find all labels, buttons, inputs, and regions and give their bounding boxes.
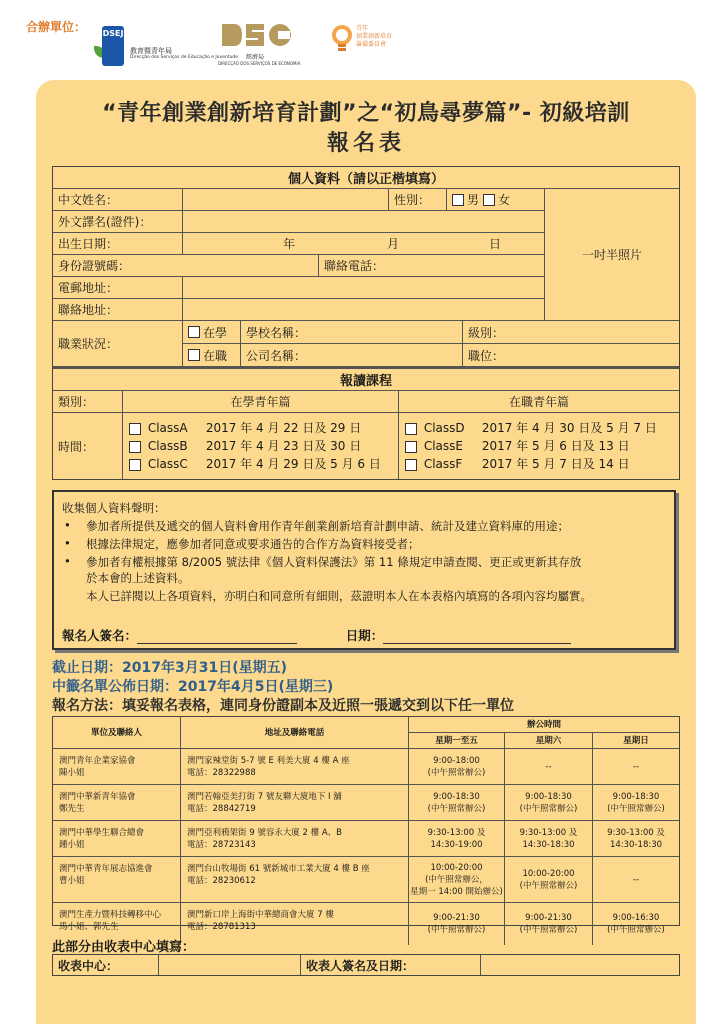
- form-subtitle: 報名表: [326, 131, 405, 156]
- col-org-header: 單位及聯絡人: [53, 717, 181, 749]
- class-a-checkbox[interactable]: [129, 423, 141, 435]
- sunday-hours-line: 9:00-18:30: [612, 791, 660, 802]
- unit-contact: 陳小姐: [59, 768, 85, 778]
- class-d-dates: 2017 年 4 月 30 日及 5 月 7 日: [481, 421, 657, 435]
- female-label: 女: [498, 193, 511, 207]
- year-label: 年: [283, 237, 296, 251]
- announce-text: 中籤名單公佈日期：2017年4月5日(星期三): [52, 679, 334, 695]
- class-f-row[interactable]: [405, 455, 679, 473]
- class-f-checkbox[interactable]: [405, 459, 417, 471]
- bullet-icon: •: [64, 518, 71, 532]
- dsej-pt-name: Direcção dos Serviços de Educação e Juventude: [130, 55, 239, 60]
- weekday-hours-cell: [409, 857, 505, 903]
- class-f-name: ClassF: [423, 457, 463, 471]
- day-label: 日: [489, 237, 502, 251]
- col-hours-header: 辦公時間: [409, 717, 679, 733]
- class-e-checkbox[interactable]: [405, 441, 417, 453]
- unit-org-name: 澳門生產力暨科技轉移中心: [59, 910, 162, 920]
- unit-org-cell: [53, 785, 181, 821]
- dsej-name: 教育暨青年局: [130, 47, 172, 55]
- class-e-dates: 2017 年 5 月 6 日及 13 日: [481, 439, 630, 453]
- phone-label: 聯絡電話：: [319, 255, 545, 277]
- studying-label: 在學: [203, 325, 228, 340]
- unit-address: 澳門台山牧場街 61 號新城市工業大廈 4 樓 B 座: [187, 864, 370, 874]
- units-table: [52, 716, 680, 935]
- class-b-row[interactable]: [129, 437, 398, 455]
- deadline-text: 截止日期：2017年3月31日(星期五): [52, 660, 287, 676]
- unit-org-cell: [53, 821, 181, 857]
- unit-addr-cell: [181, 857, 409, 903]
- female-checkbox[interactable]: [483, 194, 495, 206]
- weekday-hours-line: 星期一 14:00 開始辦公): [410, 886, 503, 897]
- chinese-name-label: 中文姓名：: [53, 189, 183, 211]
- month-label: 月: [387, 237, 400, 251]
- co-organizer-label: 合辦單位：: [26, 20, 87, 34]
- unit-org-name: 澳門中華學生聯合總會: [59, 828, 145, 838]
- address-label: 聯絡地址：: [53, 299, 183, 321]
- class-a-row[interactable]: [129, 419, 398, 437]
- committee-name: [356, 25, 392, 49]
- working-checkbox[interactable]: [188, 349, 200, 361]
- lightbulb-icon: [330, 24, 354, 56]
- class-a-name: ClassA: [147, 421, 188, 435]
- saturday-hours-line: (中午照常辦公): [519, 925, 578, 935]
- unit-address: 澳門新口岸上海街中華總商會大廈 7 樓: [187, 910, 334, 920]
- position-label: 職位：: [463, 344, 679, 367]
- weekday-hours-cell: [409, 785, 505, 821]
- weekday-hours-line: 14:30-19:00: [430, 839, 483, 850]
- office-use-grid: [52, 954, 680, 976]
- unit-phone: 電話：28781313: [187, 922, 256, 932]
- saturday-hours-cell: [505, 785, 593, 821]
- weekday-hours-line: (中午照常辦公): [427, 803, 486, 814]
- sunday-hours-cell: [593, 749, 679, 785]
- sunday-hours-cell: [593, 903, 679, 945]
- bullet-icon: •: [64, 554, 71, 568]
- working-label: 在職: [203, 348, 228, 363]
- gender-options: [447, 189, 545, 211]
- declaration-box: [52, 490, 676, 650]
- saturday-hours-cell: [505, 857, 593, 903]
- student-category: 在學青年篇: [123, 391, 399, 413]
- sunday-hours-cell: [593, 821, 679, 857]
- class-e-name: ClassE: [423, 439, 463, 453]
- sunday-hours-line: --: [632, 874, 640, 885]
- gender-label: 性別：: [389, 189, 447, 211]
- signature-row: [62, 626, 571, 644]
- col-sunday-header: 星期日: [593, 733, 679, 749]
- male-label: 男: [467, 193, 480, 207]
- class-c-row[interactable]: [129, 455, 398, 473]
- chinese-name-field[interactable]: [183, 189, 389, 211]
- office-use-heading: 此部分由收表中心填寫：: [52, 940, 196, 955]
- photo-box[interactable]: [545, 189, 679, 321]
- sunday-hours-line: 14:30-18:30: [609, 839, 663, 850]
- foreign-name-field[interactable]: [183, 211, 545, 233]
- saturday-hours-line: 9:00-21:30: [525, 913, 572, 923]
- sunday-hours-line: --: [632, 761, 640, 772]
- sunday-hours-cell: [593, 785, 679, 821]
- date-line[interactable]: [383, 631, 571, 644]
- declaration-item-2: 根據法律規定，應參加者同意或要求通告的合作方為資料接受者；: [86, 537, 420, 551]
- unit-org-name: 澳門青年企業家協會: [59, 756, 136, 766]
- unit-addr-cell: [181, 821, 409, 857]
- unit-contact: 馬小姐、郭先生: [59, 922, 119, 932]
- class-c-dates: 2017 年 4 月 29 日及 5 月 6 日: [205, 457, 381, 471]
- male-checkbox[interactable]: [452, 194, 464, 206]
- grade-label: 級別：: [463, 321, 679, 344]
- date-label: 日期：: [345, 628, 384, 643]
- class-b-checkbox[interactable]: [129, 441, 141, 453]
- class-f-dates: 2017 年 5 月 7 日及 14 日: [481, 457, 630, 471]
- saturday-hours-cell: [505, 903, 593, 945]
- type-label: 類別：: [53, 391, 123, 413]
- unit-phone: 電話：28230612: [187, 876, 256, 886]
- class-d-name: ClassD: [423, 421, 465, 435]
- dse-mark-icon: [218, 22, 298, 48]
- unit-phone: 電話：28322988: [187, 768, 256, 778]
- id-number-label: 身份證號碼：: [53, 255, 319, 277]
- committee-line-1: 青年: [356, 25, 369, 32]
- worker-classes: [399, 413, 679, 479]
- saturday-hours-line: 9:00-18:30: [525, 791, 572, 802]
- sunday-hours-line: (中午照常辦公): [607, 803, 665, 814]
- method-text: 報名方法：填妥報名表格，連同身份證副本及近照一張遞交到以下任一單位: [52, 698, 514, 714]
- working-option: [183, 344, 241, 367]
- unit-addr-cell: [181, 749, 409, 785]
- company-label: 公司名稱：: [241, 344, 463, 367]
- personal-info-grid: [52, 166, 680, 480]
- address-field[interactable]: [183, 299, 545, 321]
- weekday-hours-line: 10:00-20:00: [430, 862, 483, 873]
- unit-address: 澳門家辣堂街 5-7 號 E 利美大廈 4 樓 A 座: [187, 756, 350, 766]
- studying-checkbox[interactable]: [188, 326, 200, 338]
- unit-contact: 鄭先生: [59, 804, 85, 814]
- class-b-name: ClassB: [147, 439, 188, 453]
- birth-label: 出生日期：: [53, 233, 183, 255]
- studying-option: [183, 321, 241, 344]
- weekday-hours-line: (中午照常辦公，: [425, 874, 488, 885]
- unit-addr-cell: [181, 785, 409, 821]
- receiver-sign-label: 收表人簽名及日期：: [301, 955, 481, 975]
- saturday-hours-cell: [505, 821, 593, 857]
- col-weekday-header: 星期一至五: [409, 733, 505, 749]
- receive-center-label: 收表中心：: [53, 955, 159, 975]
- school-label: 學校名稱：: [241, 321, 463, 344]
- saturday-hours-cell: [505, 749, 593, 785]
- receiver-sign-field[interactable]: [481, 955, 679, 975]
- unit-contact: 曹小姐: [59, 876, 85, 886]
- dsej-logo: [94, 20, 239, 68]
- weekday-hours-line: (中午照常辦公): [427, 925, 486, 935]
- class-e-row[interactable]: [405, 437, 679, 455]
- committee-logo: [330, 24, 410, 64]
- committee-line-2: 創業創新培育: [356, 33, 393, 40]
- email-label: 電郵地址：: [53, 277, 183, 299]
- saturday-hours-line: (中午照常辦公): [519, 880, 578, 891]
- declaration-confirm: 本人已詳閱以上各項資料，亦明白和同意所有細則，茲證明本人在本表格內填寫的各項內容均屬實。: [86, 589, 592, 603]
- weekday-hours-line: 9:00-18:00: [433, 755, 480, 766]
- class-a-dates: 2017 年 4 月 22 日及 29 日: [205, 421, 362, 435]
- weekday-hours-line: (中午照常辦公): [427, 767, 486, 778]
- dse-pt-name: DIRECÇÃO DOS SERVIÇOS DE ECONOMIA: [218, 61, 301, 66]
- declaration-heading: 收集個人資料聲明：: [62, 501, 166, 515]
- unit-address: 澳門若翰亞美打街 7 號友聯大廈地下 I 舖: [187, 792, 342, 802]
- receive-center-field[interactable]: [159, 955, 301, 975]
- unit-address: 澳門亞利鴉架街 9 號容永大廈 2 樓 A、B: [187, 828, 342, 838]
- weekday-hours-cell: [409, 903, 505, 945]
- declaration-item-1: 參加者所提供及遞交的個人資料會用作青年創業創新培育計劃申請、統計及建立資料庫的用途；: [86, 519, 569, 533]
- signature-line[interactable]: [137, 631, 297, 644]
- saturday-hours-line: (中午照常辦公): [519, 803, 578, 814]
- email-field[interactable]: [183, 277, 545, 299]
- col-saturday-header: 星期六: [505, 733, 593, 749]
- weekday-hours-cell: [409, 749, 505, 785]
- weekday-hours-line: 9:00-18:30: [433, 791, 480, 802]
- unit-contact: 鍾小姐: [59, 840, 85, 850]
- saturday-hours-line: --: [545, 761, 552, 772]
- dse-logo: [218, 22, 328, 68]
- sunday-hours-line: (中午照常辦公): [607, 925, 665, 935]
- class-c-name: ClassC: [147, 457, 188, 471]
- header-bar: [0, 0, 718, 80]
- unit-phone: 電話：28723143: [187, 840, 256, 850]
- worker-category: 在職青年篇: [399, 391, 679, 413]
- bullet-icon: •: [64, 536, 71, 550]
- class-b-dates: 2017 年 4 月 23 日及 30 日: [205, 439, 362, 453]
- declaration-item-3b: 於本會的上述資料。: [86, 571, 190, 585]
- sunday-hours-cell: [593, 857, 679, 903]
- sunday-hours-line: 9:00-16:30: [612, 913, 660, 923]
- course-heading: 報讀課程: [53, 367, 679, 391]
- foreign-name-label: 外文譯名(證件)：: [53, 211, 183, 233]
- col-addr-header: 地址及聯絡電話: [181, 717, 409, 749]
- birth-field[interactable]: [183, 233, 545, 255]
- signature-label: 報名人簽名：: [62, 628, 138, 643]
- committee-line-3: 籌備委員會: [356, 41, 387, 48]
- unit-org-name: 澳門中華青年展志協進會: [59, 864, 153, 874]
- time-label: 時間：: [53, 413, 123, 479]
- saturday-hours-line: 10:00-20:00: [522, 868, 575, 879]
- declaration-item-3a: 參加者有權根據第 8/2005 號法律《個人資料保護法》第 11 條規定申請查閱、更正或更新其存放: [86, 555, 582, 569]
- saturday-hours-line: 9:30-13:00 及: [519, 827, 578, 838]
- sunday-hours-line: 9:30-13:00 及: [607, 827, 665, 838]
- form-title: “青年創業創新培育計劃”之“初鳥尋夢篇”- 初級培訓: [102, 101, 630, 126]
- unit-addr-cell: [181, 903, 409, 945]
- personal-heading: 個人資料（請以正楷填寫）: [53, 167, 679, 189]
- weekday-hours-cell: [409, 821, 505, 857]
- dsej-box: DSEJ: [102, 26, 124, 66]
- photo-label: 一吋半照片: [581, 248, 642, 262]
- occupation-label: 職業狀況：: [53, 321, 183, 367]
- dsej-mark: [94, 24, 124, 64]
- class-c-checkbox[interactable]: [129, 459, 141, 471]
- unit-org-name: 澳門中華新青年協會: [59, 792, 136, 802]
- weekday-hours-line: 9:30-13:00 及: [427, 827, 486, 838]
- weekday-hours-line: 9:00-21:30: [433, 913, 480, 923]
- class-d-row[interactable]: [405, 419, 679, 437]
- saturday-hours-line: 14:30-18:30: [522, 839, 575, 850]
- dse-name: 經濟局: [246, 54, 265, 61]
- unit-phone: 電話：28842719: [187, 804, 256, 814]
- unit-org-cell: [53, 749, 181, 785]
- student-classes: [123, 413, 399, 479]
- class-d-checkbox[interactable]: [405, 423, 417, 435]
- unit-org-cell: [53, 857, 181, 903]
